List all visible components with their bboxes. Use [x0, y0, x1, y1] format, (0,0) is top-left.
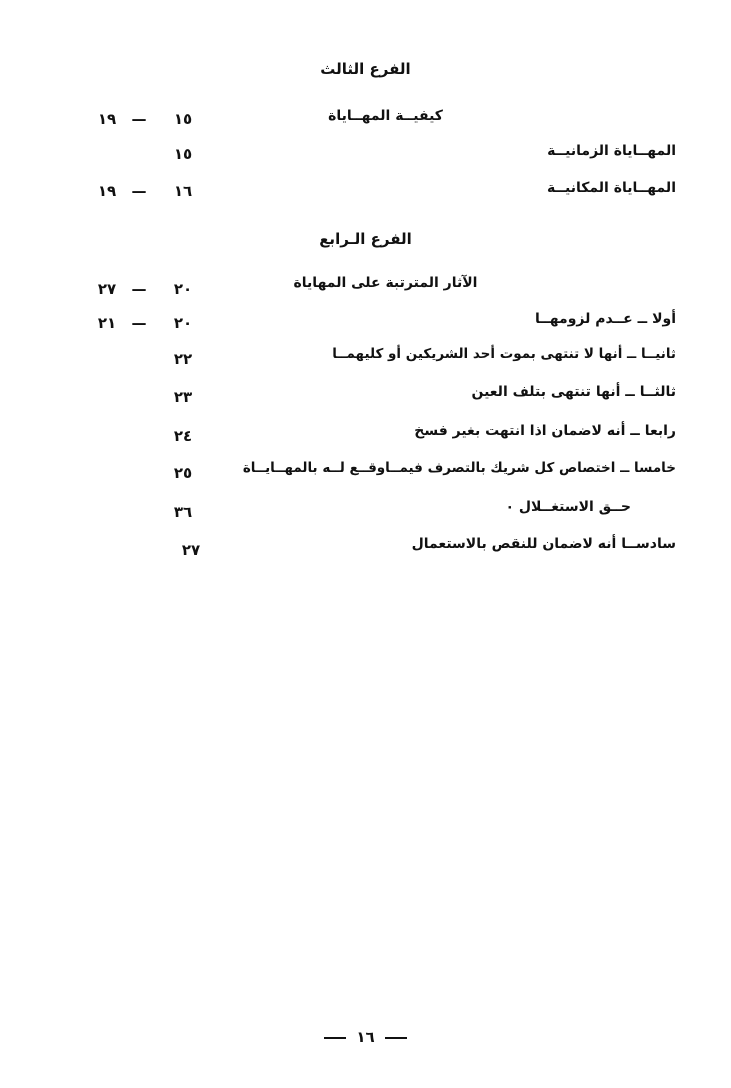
toc-page-range: [95, 388, 205, 410]
range-dash: —: [131, 182, 147, 200]
page-end: ١٩: [97, 182, 117, 200]
toc-page-range: [95, 110, 205, 132]
toc-entry-title: الآثار المترتبة على المهاياة: [293, 275, 478, 291]
page-start: ٢٤: [173, 427, 193, 445]
page-number: ١٦: [356, 1028, 375, 1046]
footer-rule-left: [324, 1037, 346, 1039]
toc-entry-title: المهــاياة المكانيــة: [546, 180, 676, 196]
page-start: ٢٥: [173, 464, 193, 482]
toc-page-range: [95, 182, 205, 204]
page-start: ٣٦: [173, 503, 193, 521]
page-start: ١٦: [173, 182, 193, 200]
toc-entry-title: ثانيــا ــ أنها لا تنتهى بموت أحد الشريكين أو كليهمــا: [332, 346, 676, 362]
toc-page-range: [95, 464, 205, 486]
page-end: ٢٧: [97, 280, 117, 298]
toc-entry-title: رابعا ــ أنه لاضمان اذا انتهت بغير فسخ: [414, 423, 676, 439]
page-end: ٢١: [97, 314, 117, 332]
page-start: ٢٧: [181, 541, 201, 559]
page-start: ٢٣: [173, 388, 193, 406]
toc-page-range: [95, 541, 205, 563]
footer-rule-right: [385, 1037, 407, 1039]
page-start: ١٥: [173, 145, 193, 163]
toc-entry-title: أولا ــ عــدم لزومهــا: [534, 311, 676, 327]
toc-page-range: [95, 145, 205, 167]
page-end: ١٩: [97, 110, 117, 128]
page-footer: [0, 1028, 731, 1046]
toc-entry-title: ثالثــا ــ أنها تنتهى بتلف العين: [471, 384, 676, 400]
page-start: ٢٠: [173, 280, 193, 298]
toc-page-range: [95, 350, 205, 372]
page-start: ١٥: [173, 110, 193, 128]
range-dash: —: [131, 110, 147, 128]
toc-entry-title: المهــاياة الزمانيــة: [547, 143, 676, 159]
toc-page-range: [95, 280, 205, 302]
toc-page-range: [95, 314, 205, 336]
toc-entry-title: خامسا ــ اختصاص كل شريك بالتصرف فيمــاوقــع لــه بالمهــايــاة: [242, 460, 676, 476]
page-start: ٢٠: [173, 314, 193, 332]
toc-entry-title: حــق الاستغــلال ٠: [505, 499, 631, 515]
toc-page-range: [95, 427, 205, 449]
toc-page-range: [95, 503, 205, 525]
section-heading-branch-3: الفرع الثالث: [320, 60, 411, 78]
page-start: ٢٢: [173, 350, 193, 368]
toc-entry-title: سادســا أنه لاضمان للنقص بالاستعمال: [411, 536, 676, 552]
section-heading-branch-4: الفرع الـرابع: [319, 230, 412, 248]
range-dash: —: [131, 314, 147, 332]
range-dash: —: [131, 280, 147, 298]
toc-entry-title: كيفيــة المهــاياة: [328, 108, 443, 124]
